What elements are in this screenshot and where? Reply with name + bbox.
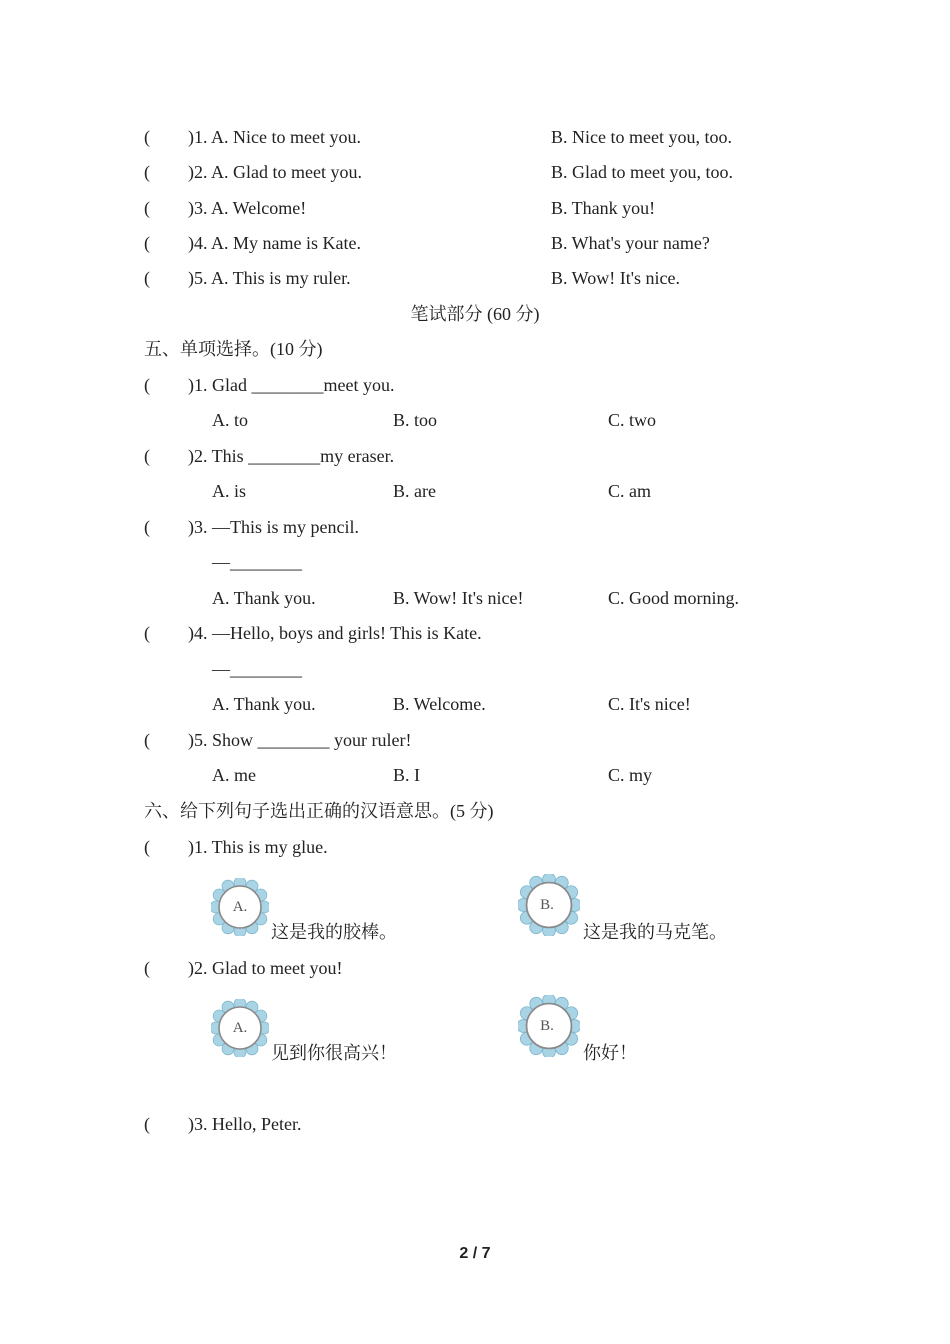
question-text: )1. This is my glue.	[188, 837, 328, 857]
answer-paren: (	[144, 1114, 150, 1134]
option-c: C. Good morning.	[608, 588, 740, 608]
option-b: B. I	[393, 765, 420, 785]
reply-blank: —________	[212, 659, 302, 679]
badge-label: A.	[232, 899, 248, 915]
option-a-text: 这是我的胶棒。	[271, 922, 397, 942]
question-text: )3. A. Welcome!	[188, 198, 307, 218]
answer-paren: (	[144, 233, 150, 253]
flower-badge-icon	[518, 995, 580, 1057]
answer-paren: (	[144, 730, 150, 750]
answer-paren: (	[144, 162, 150, 182]
option-b: B. are	[393, 481, 436, 501]
option-b: B. Thank you!	[551, 198, 656, 218]
question-text: )2. Glad to meet you!	[188, 958, 343, 978]
option-b-text: 这是我的马克笔。	[583, 922, 727, 942]
reply-blank: —________	[212, 552, 302, 572]
option-b: B. too	[393, 410, 438, 430]
option-a: A. Thank you.	[212, 588, 316, 608]
question-text: )3. Hello, Peter.	[188, 1114, 302, 1134]
answer-paren: (	[144, 623, 150, 643]
answer-paren: (	[144, 446, 150, 466]
flower-badge-icon	[518, 874, 580, 936]
question-text: )1. Glad ________meet you.	[188, 375, 395, 395]
option-c: C. two	[608, 410, 657, 430]
option-b: B. Nice to meet you, too.	[551, 127, 732, 147]
question-text: )4. —Hello, boys and girls! This is Kate.	[188, 623, 482, 643]
question-text: )4. A. My name is Kate.	[188, 233, 361, 253]
written-heading: 笔试部分 (60 分)	[410, 304, 540, 324]
flower-badge-icon	[211, 878, 269, 936]
option-b: B. Welcome.	[393, 694, 486, 714]
option-a: A. is	[212, 481, 247, 501]
answer-paren: (	[144, 198, 150, 218]
answer-paren: (	[144, 268, 150, 288]
option-c: C. It's nice!	[608, 694, 691, 714]
answer-paren: (	[144, 517, 150, 537]
option-a: A. to	[212, 410, 248, 430]
option-c: C. am	[608, 481, 651, 501]
option-b: B. Wow! It's nice.	[551, 268, 680, 288]
question-text: )1. A. Nice to meet you.	[188, 127, 361, 147]
section-title: 六、给下列句子选出正确的汉语意思。(5 分)	[144, 801, 494, 821]
option-b: B. Glad to meet you, too.	[551, 162, 733, 182]
option-a: A. Thank you.	[212, 694, 316, 714]
question-text: )5. A. This is my ruler.	[188, 268, 351, 288]
answer-paren: (	[144, 375, 150, 395]
option-c: C. my	[608, 765, 653, 785]
question-text: )2. This ________my eraser.	[188, 446, 395, 466]
answer-paren: (	[144, 958, 150, 978]
option-b: B. What's your name?	[551, 233, 710, 253]
answer-paren: (	[144, 127, 150, 147]
question-text: )3. —This is my pencil.	[188, 517, 359, 537]
badge-label: B.	[540, 897, 554, 913]
question-text: )5. Show ________ your ruler!	[188, 730, 412, 750]
page-number: 2 / 7	[459, 1245, 491, 1262]
answer-paren: (	[144, 837, 150, 857]
option-b: B. Wow! It's nice!	[393, 588, 524, 608]
flower-badge-icon	[211, 999, 269, 1057]
section-title: 五、单项选择。(10 分)	[144, 339, 323, 359]
option-b-text: 你好！	[583, 1043, 637, 1063]
option-a-text: 见到你很高兴！	[271, 1043, 397, 1063]
badge-label: B.	[540, 1018, 554, 1034]
badge-label: A.	[232, 1020, 248, 1036]
option-a: A. me	[212, 765, 256, 785]
question-text: )2. A. Glad to meet you.	[188, 162, 362, 182]
